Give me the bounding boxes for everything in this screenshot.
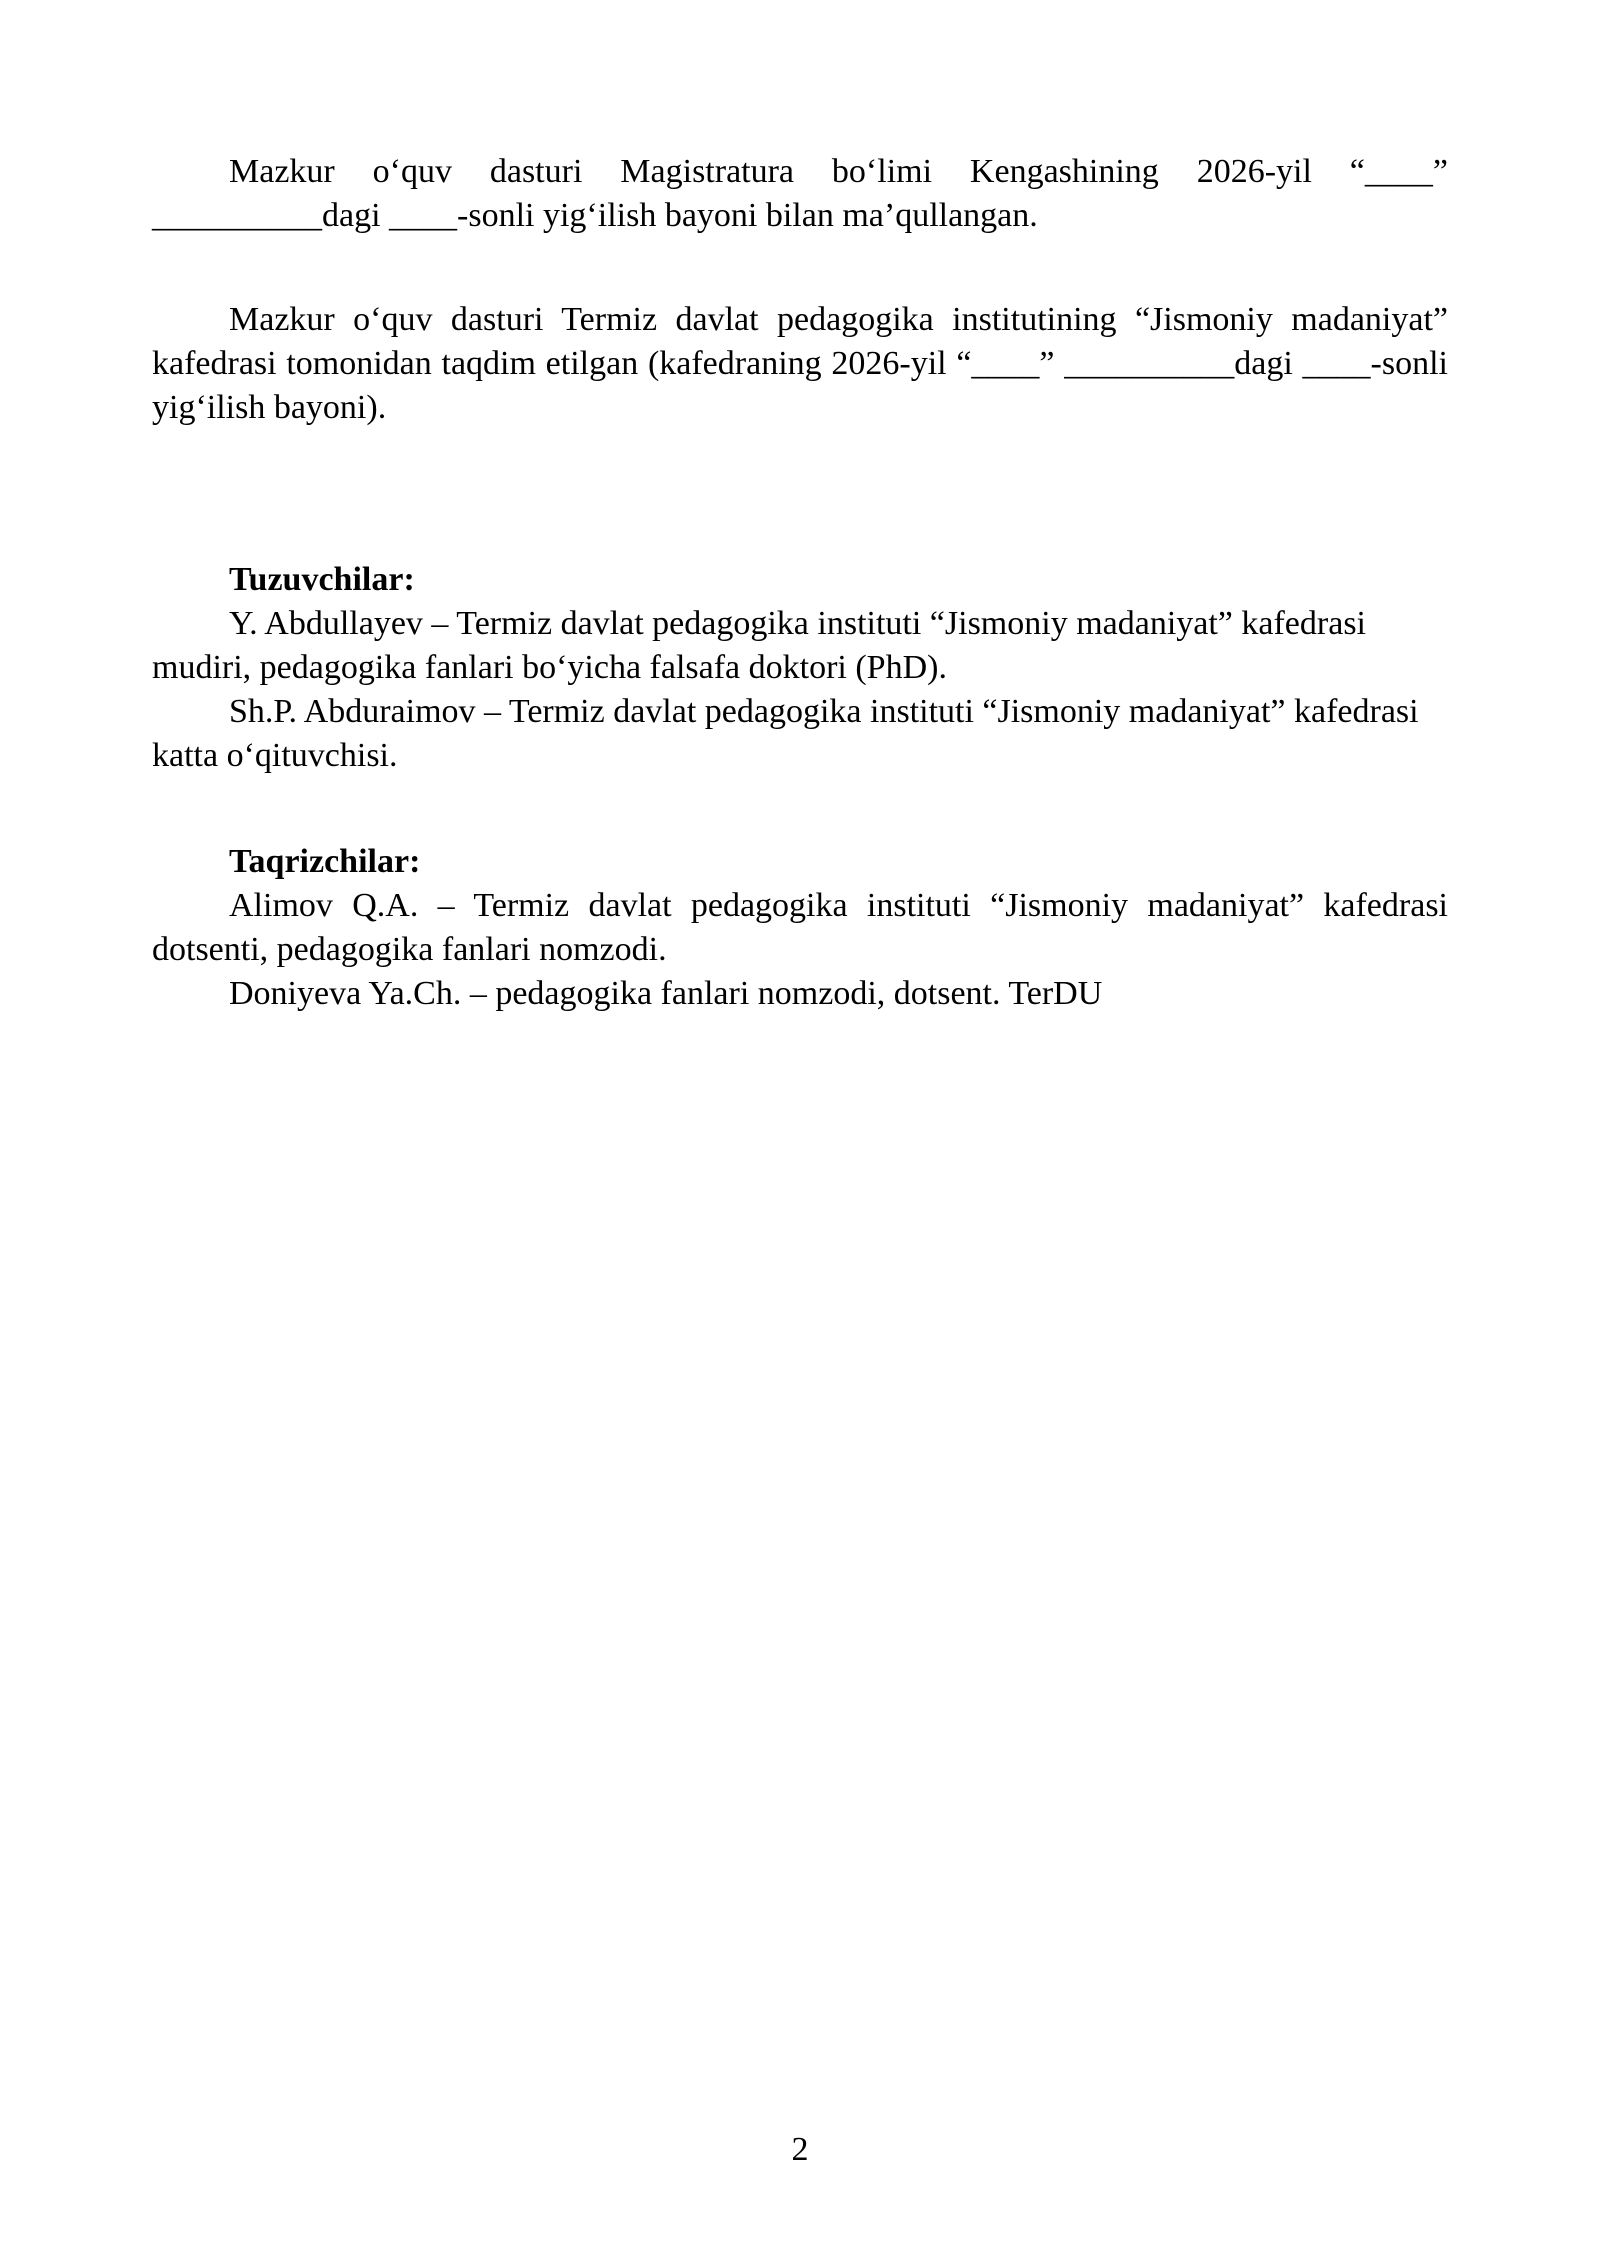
author-entry: Y. Abdullayev – Termiz davlat pedagogika instituti “Jismoniy madaniyat” kafedrasi mudiri, pedagogika fanlari bo‘yicha falsafa doktori (PhD). <box>152 605 1366 686</box>
authors-heading: Tuzuvchilar: <box>229 561 415 598</box>
page-number: 2 <box>791 2131 809 2168</box>
authors-section <box>152 558 1448 778</box>
reviewer-entry: Doniyeva Ya.Ch. – pedagogika fanlari nomzodi, dotsent. TerDU <box>229 975 1103 1012</box>
approval-paragraph: Mazkur o‘quv dasturi Magistratura bo‘limi Kengashining 2026-yil “____” __________dagi ____-sonli yig‘ilish bayoni bilan ma’qullangan. <box>152 153 1448 234</box>
reviewer-entry: Alimov Q.A. – Termiz davlat pedagogika instituti “Jismoniy madaniyat” kafedrasi dotsenti, pedagogika fanlari nomzodi. <box>152 887 1448 968</box>
reviewers-section <box>152 840 1448 1016</box>
reviewers-heading: Taqrizchilar: <box>229 843 421 880</box>
submission-paragraph: Mazkur o‘quv dasturi Termiz davlat pedagogika institutining “Jismoniy madaniyat” kafedrasi tomonidan taqdim etilgan (kafedraning 2026-yil “____” __________dagi ____-sonli yig‘ilish bayoni). <box>152 301 1448 426</box>
document-page <box>152 150 1448 1016</box>
author-entry: Sh.P. Abduraimov – Termiz davlat pedagogika instituti “Jismoniy madaniyat” kafedrasi katta o‘qituvchisi. <box>152 693 1419 774</box>
